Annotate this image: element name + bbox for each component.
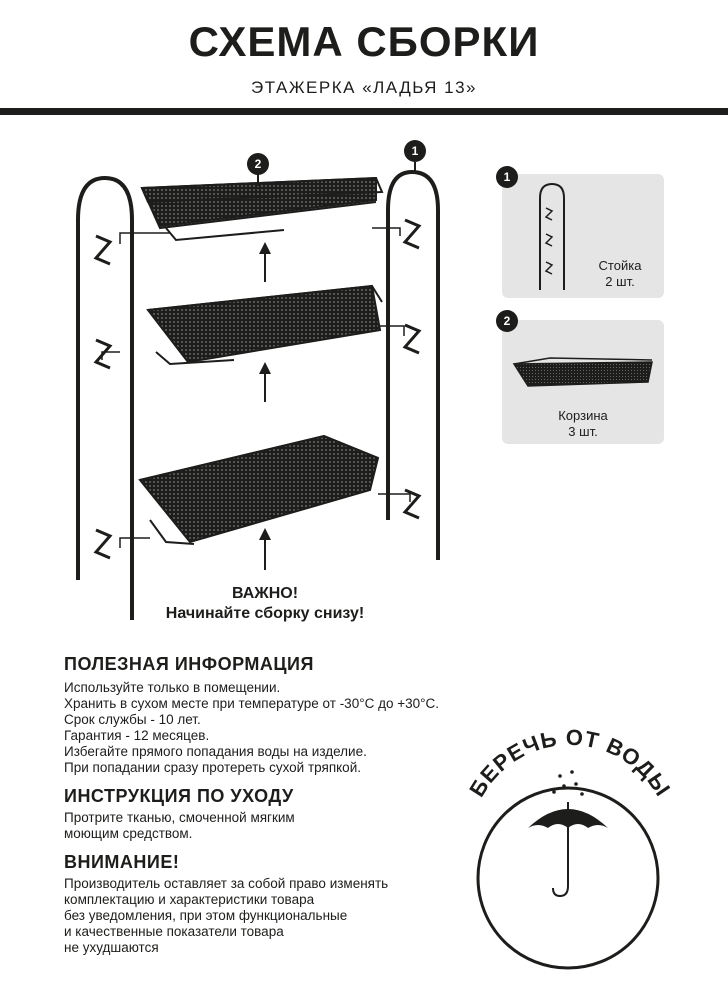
useful-info-line: Избегайте прямого попадания воды на изделие.: [64, 744, 367, 759]
attention-line: комплектацию и характеристики товара: [64, 892, 315, 907]
basket-icon: [510, 354, 656, 390]
assembly-diagram: [60, 140, 480, 630]
part-badge-post: 1: [496, 166, 518, 188]
attention-line: не ухудшаются: [64, 940, 159, 955]
diagram-badge-basket-label: 2: [254, 157, 262, 171]
left-post-icon: [78, 178, 132, 620]
right-post-icon: [388, 172, 438, 560]
important-heading: ВАЖНО!: [231, 585, 299, 602]
useful-info-line: Гарантия - 12 месяцев.: [64, 728, 210, 743]
attention-line: Производитель оставляет за собой право изменять: [64, 876, 389, 891]
attention-line: без уведомления, при этом функциональные: [64, 908, 348, 923]
part-label-basket: Корзина 3 шт.: [558, 408, 608, 439]
post-icon: [534, 178, 570, 294]
basket-bottom-icon: [140, 436, 378, 544]
care-line: моющим средством.: [64, 826, 193, 841]
useful-info-line: При попадании сразу протереть сухой тряпкой.: [64, 760, 361, 775]
useful-info-heading: ПОЛЕЗНАЯ ИНФОРМАЦИЯ: [64, 654, 314, 674]
keep-dry-badge: [440, 710, 700, 980]
care-line: Протрите тканью, смоченной мягким: [64, 810, 295, 825]
part-card-post: [502, 174, 664, 298]
attention-heading: ВНИМАНИЕ!: [64, 852, 180, 872]
useful-info-line: Используйте только в помещении.: [64, 680, 281, 695]
basket-middle-icon: [148, 286, 382, 364]
diagram-badge-post-label: 1: [411, 144, 419, 158]
important-note: [150, 584, 380, 624]
important-text: Начинайте сборку снизу!: [165, 605, 365, 622]
header-divider: [0, 108, 728, 115]
part-label-post: Стойка 2 шт.: [598, 258, 642, 289]
raindrops-icon: [552, 770, 584, 796]
page-title: СХЕМА СБОРКИ: [188, 18, 540, 65]
keep-dry-text: БЕРЕЧЬ ОТ ВОДЫ: [464, 724, 676, 802]
umbrella-icon: [528, 802, 608, 896]
basket-top-icon: [142, 178, 382, 240]
svg-text:БЕРЕЧЬ ОТ ВОДЫ: [464, 725, 675, 801]
useful-info-line: Хранить в сухом месте при температуре от -30°С до +30°С.: [64, 696, 440, 711]
part-card-basket: [502, 320, 664, 444]
useful-info-line: Срок службы - 10 лет.: [64, 712, 201, 727]
part-badge-basket: 2: [496, 310, 518, 332]
attention-line: и качественные показатели товара: [64, 924, 284, 939]
page-subtitle: ЭТАЖЕРКА «ЛАДЬЯ 13»: [250, 78, 477, 97]
care-heading: ИНСТРУКЦИЯ ПО УХОДУ: [64, 786, 294, 806]
